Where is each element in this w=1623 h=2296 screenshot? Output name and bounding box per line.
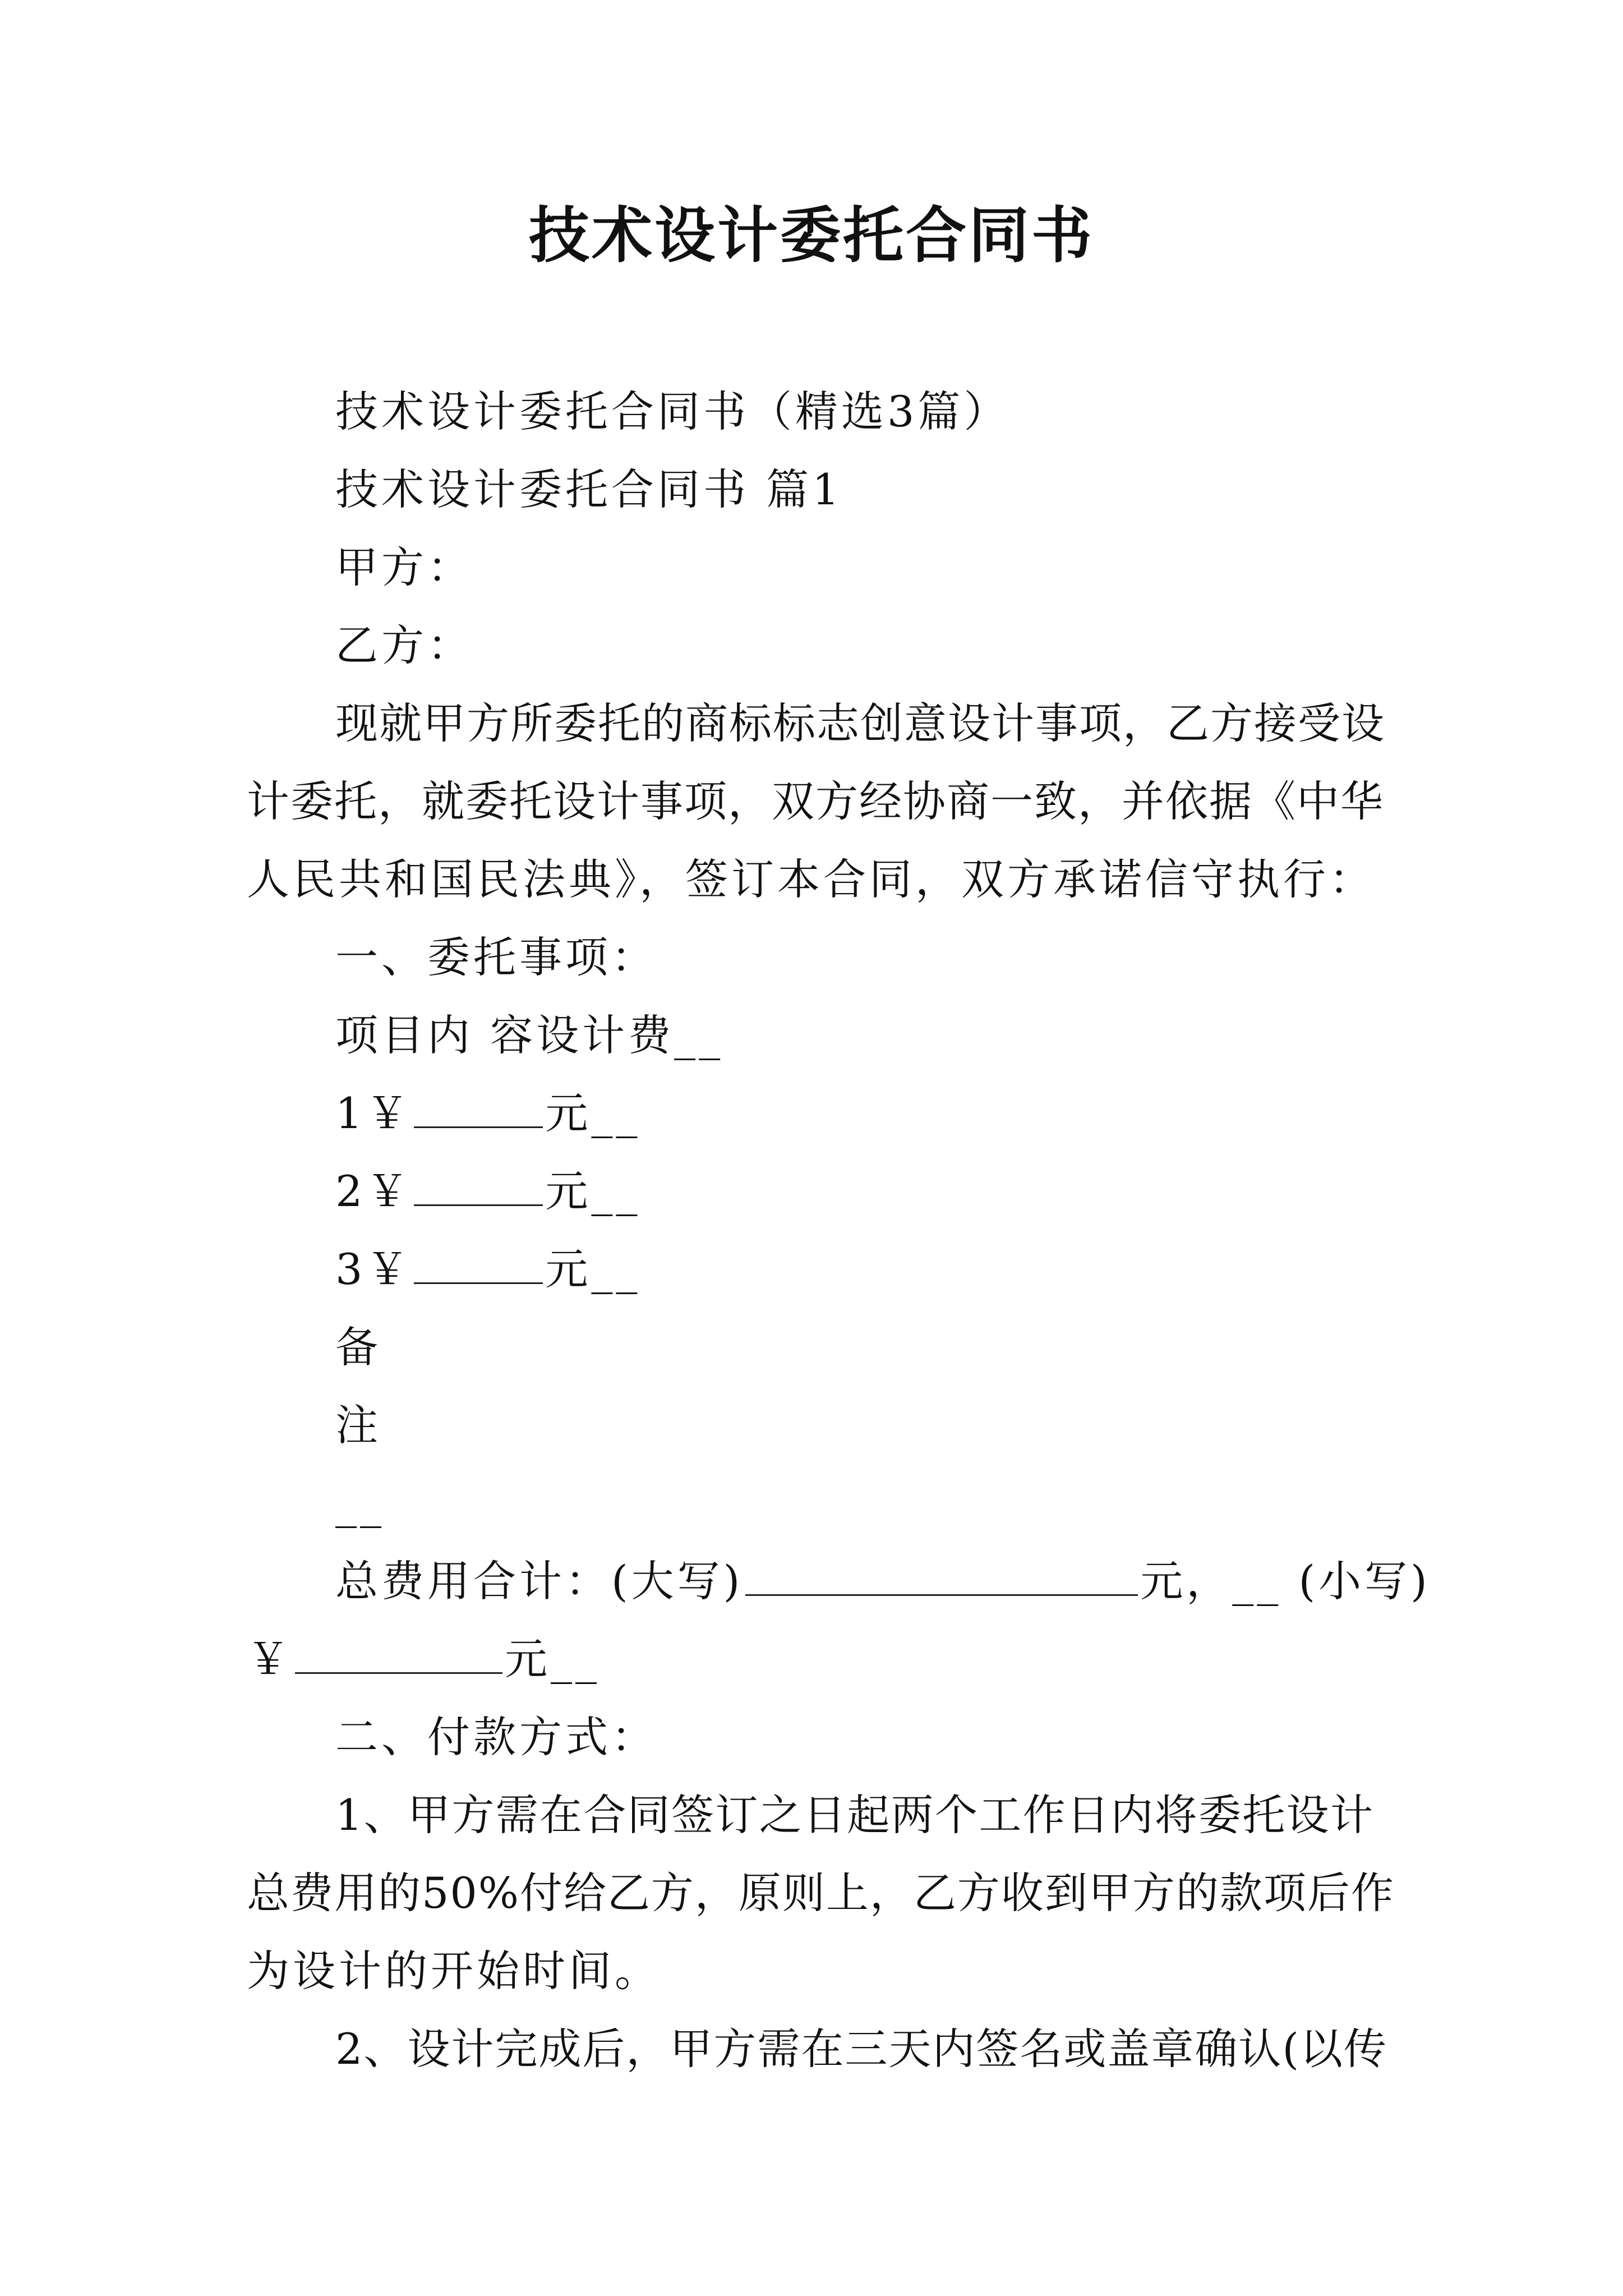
note-char-1: 备 [335,1322,381,1372]
item-row-1 [335,1085,640,1142]
payment-1-line-2: 总费用的50%付给乙方，原则上，乙方收到甲方的款项后作 [247,1868,1395,1918]
note-blank: __ [335,1478,385,1528]
section-heading-2: 二、付款方式： [335,1712,657,1762]
item-row-1-blank [414,1092,543,1128]
section-heading-1: 一、委托事项： [335,932,657,982]
total-line-2 [247,1631,600,1687]
total-label: 总费用合计：(大写) [335,1556,744,1606]
total-words-blank [745,1559,1138,1596]
party-a-label: 甲方： [335,542,473,592]
note-char-2: 注 [335,1400,381,1450]
total-yen-symbol: ￥ [247,1634,293,1684]
part-heading: 技术设计委托合同书 篇1 [335,464,843,514]
party-b-label: 乙方： [335,620,473,670]
intro-line-3: 人民共和国民法典》，签订本合同，双方承诺信守执行： [247,854,1375,904]
item-row-3-blank [414,1248,543,1284]
item-row-1-prefix: 1￥ [335,1088,412,1138]
item-row-2-prefix: 2￥ [335,1166,412,1216]
intro-line-1: 现就甲方所委托的商标标志创意设计事项，乙方接受设 [335,698,1385,748]
item-row-3-suffix: 元__ [545,1244,641,1294]
item-row-3-prefix: 3￥ [335,1244,412,1294]
item-row-2-suffix: 元__ [545,1166,641,1216]
item-row-1-suffix: 元__ [545,1088,641,1138]
payment-2-line-1: 2、设计完成后，甲方需在三天内签名或盖章确认(以传 [335,2024,1388,2074]
document-title: 技术设计委托合同书 [528,200,1094,271]
total-figures-blank [295,1637,502,1674]
payment-1-line-1: 1、甲方需在合同签订之日起两个工作日内将委托设计 [335,1790,1374,1840]
payment-1-line-3: 为设计的开始时间。 [247,1946,661,1996]
intro-line-2: 计委托，就委托设计事项，双方经协商一致，并依据《中华 [247,776,1384,826]
item-header: 项目内 容设计费__ [335,1010,724,1060]
total-line-1 [335,1553,1431,1609]
subtitle-line: 技术设计委托合同书（精选3篇） [335,386,1010,436]
item-row-3 [335,1241,640,1297]
item-row-2-blank [414,1170,543,1206]
total-mid-text: 元，__ (小写) [1140,1556,1431,1606]
item-row-2 [335,1163,640,1220]
total-yuan-suffix: 元__ [505,1634,600,1684]
